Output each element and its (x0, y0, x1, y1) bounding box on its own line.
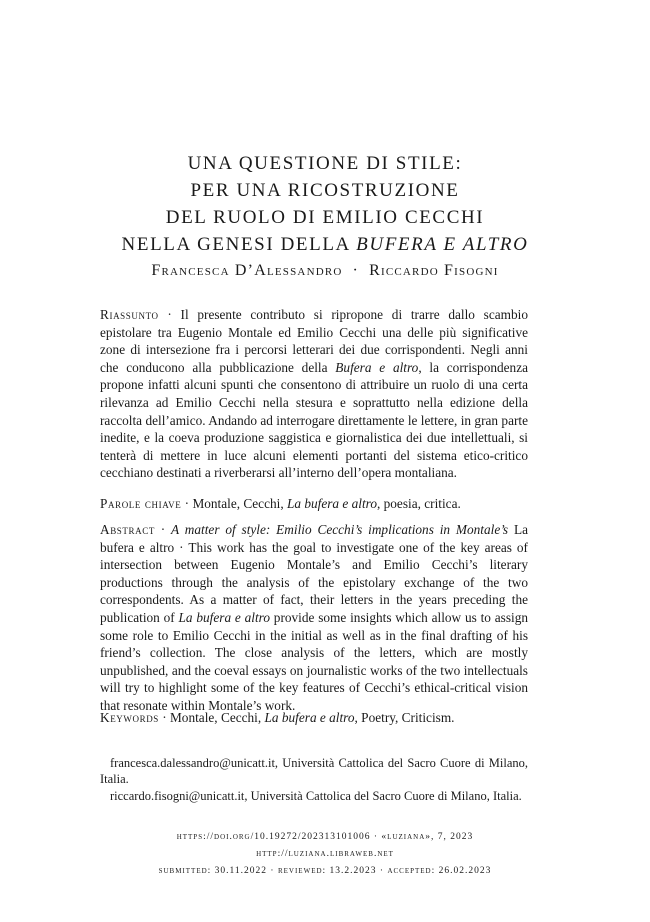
author-footnotes (100, 755, 528, 805)
doi-line: https://doi.org/10.19272/202313101006 · «luziana», 7, 2023 (176, 832, 474, 842)
keywords-text-2: , Poetry, Criticism. (354, 710, 455, 725)
title-line-3: DEL RUOLO DI EMILIO CECCHI (165, 207, 485, 228)
publication-info (0, 829, 650, 880)
keywords-paragraph (100, 709, 528, 727)
author-2: Riccardo Fisogni (369, 262, 499, 279)
keywords-text-1: Montale, Cecchi, (169, 710, 265, 725)
keywords-separator: · (158, 710, 170, 725)
journal-url: http://luziana.libraweb.net (256, 849, 394, 859)
riassunto-text-1: Il presente contributo si ripropone di trarre dallo scambio epistolare tra Eugenio Montale ed Emilio Cecchi una delle più significative zone di intersezione fra i percorsi letterari dei due corrispondenti. Negli anni che conducono alla pubblicazione della (100, 307, 528, 375)
keywords-italic-1: La bufera e altro (264, 710, 355, 725)
parole-chiave-label: Parole chiave (100, 496, 182, 511)
title-line-4-italic: BUFERA E ALTRO (356, 234, 529, 255)
riassunto-text-2: , la corrispondenza propone infatti alcuni spunti che consentono di attribuire un ruolo di una certa rilevanza ad Emilio Cecchi nella stesura e soprattutto nella edizione della raccolta dell’amico. Andando ad interrogare direttamente le lettere, in gran parte inedite, e la coeva produzione saggistica e giornalistica dei due intellettuali, si tenterà di mettere in luce alcuni elementi portanti del sistema etico-critico cecchiano destinati a riverberarsi all’interno dell’opera montaliana. (100, 359, 529, 481)
abstract-separator: · (154, 522, 172, 537)
author-1: Francesca D’Alessandro (151, 262, 343, 279)
parole-chiave-paragraph (100, 495, 528, 513)
submission-dates: submitted: 30.11.2022 · reviewed: 13.2.2023 · accepted: 26.02.2023 (158, 866, 492, 876)
abstract-italic-1: La bufera e altro (178, 609, 270, 625)
parole-chiave-separator: · (181, 496, 193, 511)
abstract-italic-title: A matter of style: Emilio Cecchi’s implications in Montale’s (171, 522, 509, 537)
abstract-text-2: provide some insights which allow us to assign some role to Emilio Cecchi in the initial as well as in the final drafting of his friend’s collection. The close analysis of the letters, which are mostly unpublished, and the coeval essays on journalistic works of the two intellectuals will try to highlight some of the key features of Cecchi’s ethical-critical vision that resonate within Montale’s work. (100, 609, 528, 713)
riassunto-separator: · (158, 307, 181, 322)
author-separator: · (352, 262, 360, 279)
parole-chiave-text-2: , poesia, critica. (376, 496, 461, 511)
title-line-2: PER UNA RICOSTRUZIONE (190, 180, 460, 201)
riassunto-label: Riassunto (100, 307, 159, 322)
keywords-label: Keywords (100, 710, 159, 725)
riassunto-paragraph (100, 306, 528, 482)
abstract-title-tail: La bufera e altro (100, 522, 528, 555)
abstract-label: Abstract (100, 522, 155, 537)
riassunto-italic-1: Bufera e altro (335, 359, 419, 375)
title-line-1: UNA QUESTIONE DI STILE: (187, 153, 463, 174)
article-title (0, 150, 650, 258)
title-line-4-roman: NELLA GENESI DELLA (121, 234, 357, 255)
abstract-paragraph (100, 521, 528, 715)
parole-chiave-text-1: Montale, Cecchi, (192, 496, 287, 511)
parole-chiave-italic-1: La bufera e altro (286, 496, 377, 511)
abstract-text-1: This work has the goal to investigate one of the key areas of intersection between Eugenio Montale’s and Emilio Cecchi’s literary productions through the analysis of the epistolary exchange of the two correspondents. As a matter of fact, their letters in the years preceding the publication of (100, 539, 528, 625)
author-line (0, 262, 650, 280)
footnote-1: francesca.dalessandro@unicatt.it, Università Cattolica del Sacro Cuore di Milano, Italia. (100, 756, 528, 786)
abstract-separator-2: · (174, 539, 189, 555)
footnote-2: riccardo.fisogni@unicatt.it, Università Cattolica del Sacro Cuore di Milano, Italia. (110, 789, 522, 803)
title-line-4 (0, 231, 650, 258)
